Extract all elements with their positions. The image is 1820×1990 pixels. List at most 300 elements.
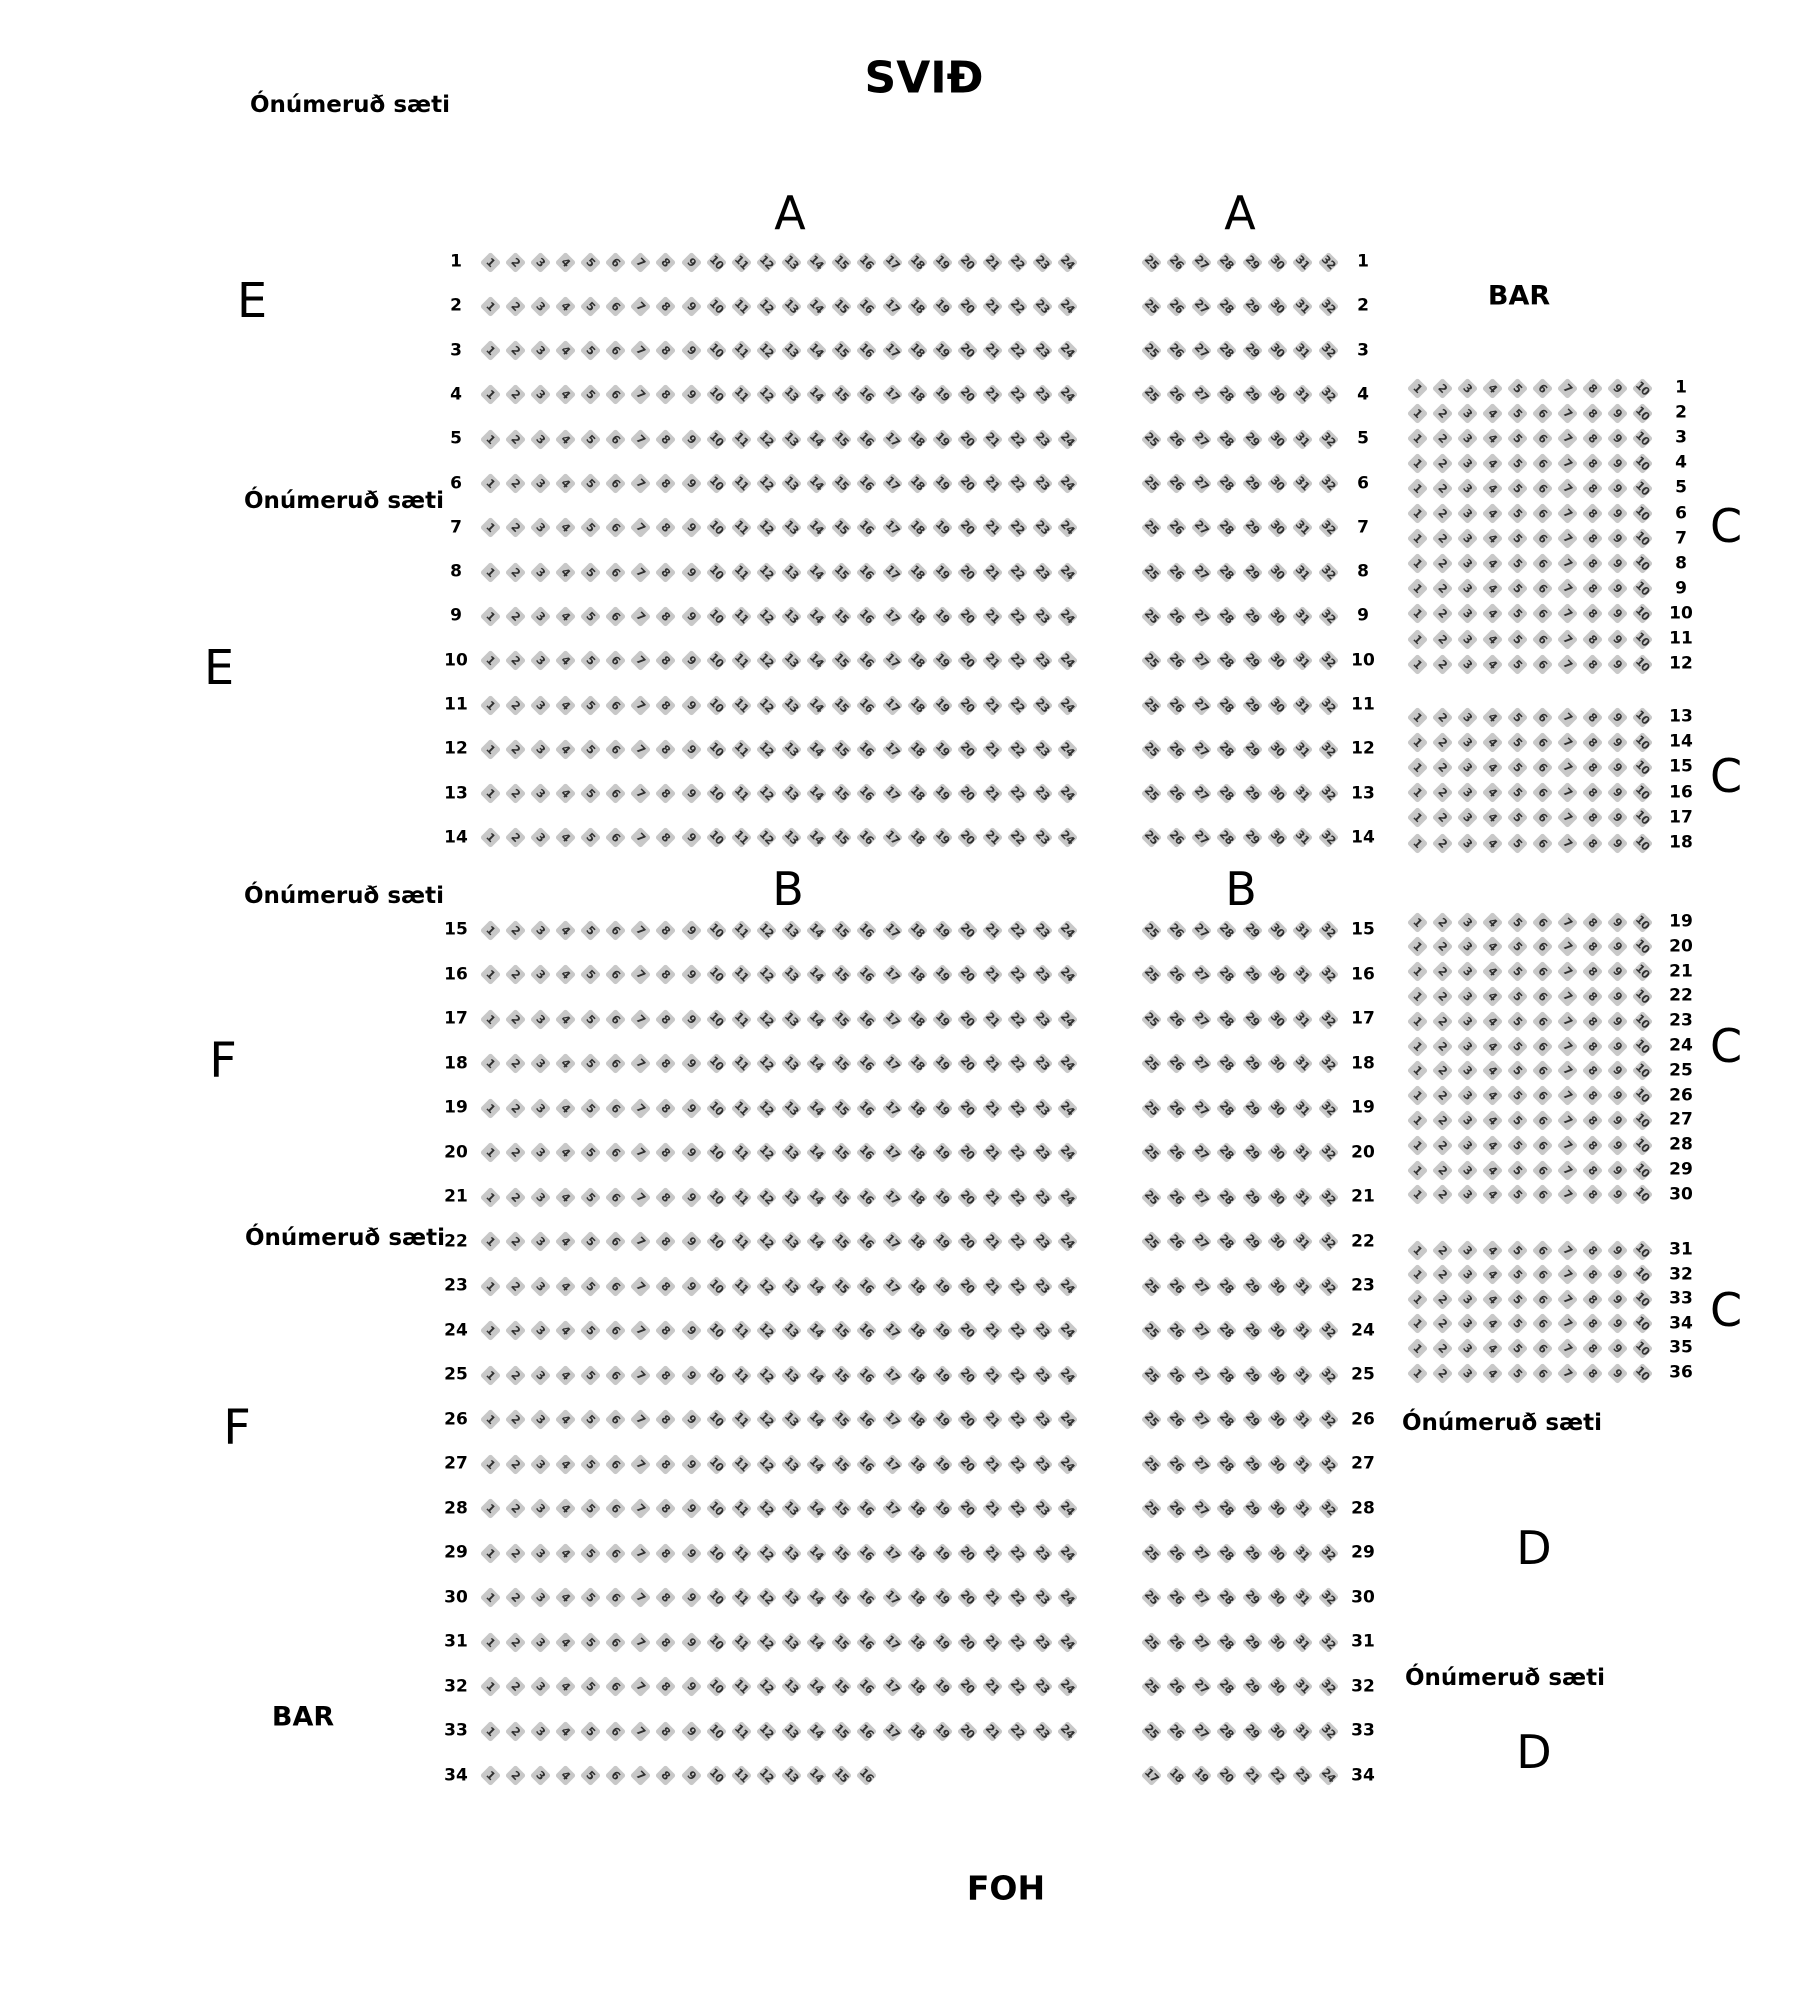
seat-B-right-row17-num31[interactable]: 31 [1293, 1009, 1313, 1029]
seat-C4-row35-num6[interactable]: 6 [1532, 1338, 1553, 1359]
seat-C4-row36-num1[interactable]: 1 [1406, 1362, 1427, 1383]
seat-B-left-row19-num13[interactable]: 13 [781, 1098, 802, 1118]
seat-B-left-row34-num10[interactable]: 10 [706, 1765, 726, 1786]
seat-C1-row3-num4[interactable]: 4 [1482, 428, 1503, 449]
seat-B-left-row27-num5[interactable]: 5 [580, 1453, 601, 1474]
seat-C3-row26-num9[interactable]: 9 [1607, 1085, 1628, 1106]
seat-B-left-row22-num9[interactable]: 9 [680, 1231, 701, 1252]
seat-B-left-row26-num7[interactable]: 7 [630, 1409, 651, 1430]
seat-C1-row6-num6[interactable]: 6 [1532, 503, 1553, 524]
seat-B-left-row15-num8[interactable]: 8 [655, 919, 676, 940]
seat-B-left-row34-num15[interactable]: 15 [832, 1765, 852, 1786]
seat-B-left-row31-num14[interactable]: 14 [807, 1632, 827, 1652]
seat-A-left-row7-num24[interactable]: 24 [1058, 518, 1078, 538]
seat-A-left-row11-num24[interactable]: 24 [1058, 695, 1078, 715]
seat-B-left-row33-num13[interactable]: 13 [781, 1721, 802, 1741]
seat-B-left-row32-num3[interactable]: 3 [530, 1676, 551, 1697]
seat-A-left-row1-num5[interactable]: 5 [580, 251, 601, 272]
seat-C1-row11-num6[interactable]: 6 [1532, 628, 1553, 649]
seat-C1-row7-num10[interactable]: 10 [1633, 528, 1653, 549]
seat-A-right-row4-num26[interactable]: 26 [1166, 385, 1186, 405]
seat-B-left-row25-num15[interactable]: 15 [832, 1365, 852, 1385]
seat-C1-row9-num4[interactable]: 4 [1482, 578, 1503, 599]
seat-B-left-row34-num2[interactable]: 2 [505, 1765, 526, 1786]
seat-B-left-row32-num6[interactable]: 6 [605, 1676, 626, 1697]
seat-A-left-row9-num10[interactable]: 10 [706, 606, 726, 627]
seat-C3-row22-num8[interactable]: 8 [1582, 986, 1603, 1007]
seat-C1-row5-num4[interactable]: 4 [1482, 478, 1503, 499]
seat-C3-row24-num2[interactable]: 2 [1431, 1035, 1452, 1056]
seat-C1-row12-num5[interactable]: 5 [1507, 653, 1528, 674]
seat-B-left-row28-num13[interactable]: 13 [781, 1498, 802, 1519]
seat-B-left-row19-num5[interactable]: 5 [580, 1097, 601, 1118]
seat-B-left-row20-num13[interactable]: 13 [781, 1142, 802, 1163]
seat-C2-row17-num2[interactable]: 2 [1431, 807, 1452, 828]
seat-C3-row25-num7[interactable]: 7 [1557, 1060, 1578, 1081]
seat-A-left-row13-num2[interactable]: 2 [505, 783, 526, 804]
seat-C2-row18-num10[interactable]: 10 [1633, 833, 1653, 853]
seat-B-right-row34-num20[interactable]: 20 [1217, 1765, 1237, 1786]
seat-A-left-row5-num24[interactable]: 24 [1058, 429, 1078, 449]
seat-A-left-row4-num18[interactable]: 18 [907, 385, 927, 405]
seat-A-left-row5-num11[interactable]: 11 [731, 429, 751, 449]
seat-B-left-row34-num6[interactable]: 6 [605, 1765, 626, 1786]
seat-B-left-row27-num22[interactable]: 22 [1008, 1454, 1028, 1474]
seat-A-left-row3-num18[interactable]: 18 [907, 340, 927, 361]
seat-A-left-row12-num22[interactable]: 22 [1008, 739, 1028, 759]
seat-A-left-row14-num4[interactable]: 4 [555, 827, 576, 848]
seat-B-left-row16-num10[interactable]: 10 [706, 964, 726, 985]
seat-C1-row12-num10[interactable]: 10 [1633, 654, 1653, 674]
seat-B-left-row26-num24[interactable]: 24 [1058, 1409, 1078, 1430]
seat-B-left-row24-num16[interactable]: 16 [857, 1320, 877, 1341]
seat-B-right-row24-num25[interactable]: 25 [1141, 1320, 1161, 1341]
seat-B-left-row30-num4[interactable]: 4 [555, 1587, 576, 1608]
seat-B-left-row18-num19[interactable]: 19 [932, 1053, 952, 1074]
seat-B-right-row31-num29[interactable]: 29 [1242, 1632, 1262, 1652]
seat-C1-row1-num4[interactable]: 4 [1482, 377, 1503, 398]
seat-B-left-row28-num18[interactable]: 18 [907, 1498, 927, 1519]
seat-C1-row6-num3[interactable]: 3 [1457, 503, 1478, 524]
seat-B-right-row21-num32[interactable]: 32 [1318, 1187, 1338, 1207]
seat-A-right-row1-num29[interactable]: 29 [1242, 252, 1262, 272]
seat-B-left-row20-num3[interactable]: 3 [530, 1142, 551, 1163]
seat-A-left-row3-num14[interactable]: 14 [807, 340, 827, 361]
seat-A-left-row2-num19[interactable]: 19 [932, 296, 952, 316]
seat-B-left-row16-num11[interactable]: 11 [731, 964, 751, 985]
seat-A-left-row13-num22[interactable]: 22 [1008, 783, 1028, 804]
seat-C4-row32-num8[interactable]: 8 [1582, 1264, 1603, 1285]
seat-C2-row16-num2[interactable]: 2 [1431, 782, 1452, 803]
seat-A-left-row14-num7[interactable]: 7 [630, 827, 651, 848]
seat-B-left-row20-num18[interactable]: 18 [907, 1142, 927, 1163]
seat-A-right-row6-num31[interactable]: 31 [1293, 473, 1313, 494]
seat-C3-row27-num5[interactable]: 5 [1507, 1110, 1528, 1131]
seat-A-left-row3-num15[interactable]: 15 [832, 340, 852, 361]
seat-A-right-row5-num27[interactable]: 27 [1191, 429, 1212, 449]
seat-A-left-row6-num9[interactable]: 9 [680, 473, 701, 494]
seat-A-left-row8-num13[interactable]: 13 [781, 562, 802, 582]
seat-A-left-row11-num21[interactable]: 21 [982, 695, 1003, 715]
seat-C1-row10-num3[interactable]: 3 [1457, 603, 1478, 624]
seat-C1-row3-num2[interactable]: 2 [1431, 428, 1452, 449]
seat-C4-row31-num4[interactable]: 4 [1482, 1239, 1503, 1260]
seat-C2-row13-num5[interactable]: 5 [1507, 706, 1528, 727]
seat-A-right-row14-num26[interactable]: 26 [1166, 828, 1186, 848]
seat-B-right-row17-num25[interactable]: 25 [1141, 1009, 1161, 1029]
seat-A-left-row10-num14[interactable]: 14 [807, 651, 827, 671]
seat-B-left-row34-num3[interactable]: 3 [530, 1765, 551, 1786]
seat-B-left-row20-num23[interactable]: 23 [1033, 1142, 1053, 1163]
seat-C3-row25-num8[interactable]: 8 [1582, 1060, 1603, 1081]
seat-B-left-row22-num16[interactable]: 16 [857, 1231, 877, 1252]
seat-A-left-row13-num8[interactable]: 8 [655, 783, 676, 804]
seat-C1-row11-num9[interactable]: 9 [1607, 628, 1628, 649]
seat-A-left-row3-num11[interactable]: 11 [731, 340, 751, 361]
seat-C4-row36-num3[interactable]: 3 [1457, 1362, 1478, 1383]
seat-B-right-row22-num31[interactable]: 31 [1293, 1231, 1313, 1252]
seat-B-left-row17-num23[interactable]: 23 [1033, 1009, 1053, 1029]
seat-C3-row19-num7[interactable]: 7 [1557, 911, 1578, 932]
seat-A-right-row3-num30[interactable]: 30 [1267, 340, 1288, 361]
seat-B-left-row21-num3[interactable]: 3 [530, 1186, 551, 1207]
seat-B-right-row25-num27[interactable]: 27 [1191, 1365, 1212, 1385]
seat-B-left-row17-num6[interactable]: 6 [605, 1008, 626, 1029]
seat-B-right-row19-num31[interactable]: 31 [1293, 1098, 1313, 1118]
seat-A-right-row5-num26[interactable]: 26 [1166, 429, 1186, 449]
seat-A-left-row9-num18[interactable]: 18 [907, 606, 927, 627]
seat-A-left-row4-num24[interactable]: 24 [1058, 385, 1078, 405]
seat-A-left-row12-num14[interactable]: 14 [807, 739, 827, 759]
seat-B-right-row28-num28[interactable]: 28 [1217, 1498, 1237, 1519]
seat-C1-row11-num3[interactable]: 3 [1457, 628, 1478, 649]
seat-A-left-row1-num1[interactable]: 1 [479, 251, 500, 272]
seat-A-left-row10-num24[interactable]: 24 [1058, 651, 1078, 671]
seat-B-left-row17-num7[interactable]: 7 [630, 1008, 651, 1029]
seat-A-left-row10-num4[interactable]: 4 [555, 650, 576, 671]
seat-B-left-row18-num22[interactable]: 22 [1008, 1053, 1028, 1074]
seat-A-left-row11-num17[interactable]: 17 [882, 695, 902, 715]
seat-B-left-row15-num16[interactable]: 16 [857, 920, 877, 940]
seat-A-left-row1-num4[interactable]: 4 [555, 251, 576, 272]
seat-B-left-row20-num10[interactable]: 10 [706, 1142, 726, 1163]
seat-A-left-row14-num9[interactable]: 9 [680, 827, 701, 848]
seat-C4-row33-num6[interactable]: 6 [1532, 1289, 1553, 1310]
seat-A-left-row10-num19[interactable]: 19 [932, 651, 952, 671]
seat-B-left-row16-num13[interactable]: 13 [781, 964, 802, 985]
seat-C2-row17-num10[interactable]: 10 [1633, 808, 1653, 828]
seat-B-left-row23-num4[interactable]: 4 [555, 1275, 576, 1296]
seat-B-left-row24-num11[interactable]: 11 [731, 1320, 751, 1341]
seat-B-left-row22-num10[interactable]: 10 [706, 1231, 726, 1252]
seat-C1-row12-num1[interactable]: 1 [1406, 653, 1427, 674]
seat-A-right-row9-num30[interactable]: 30 [1267, 606, 1288, 627]
seat-C3-row28-num1[interactable]: 1 [1406, 1135, 1427, 1156]
seat-C1-row8-num9[interactable]: 9 [1607, 553, 1628, 574]
seat-A-right-row6-num28[interactable]: 28 [1217, 473, 1237, 494]
seat-A-left-row8-num4[interactable]: 4 [555, 561, 576, 582]
seat-B-right-row32-num26[interactable]: 26 [1166, 1676, 1186, 1697]
seat-C1-row2-num3[interactable]: 3 [1457, 402, 1478, 423]
seat-C2-row13-num1[interactable]: 1 [1406, 706, 1427, 727]
seat-B-left-row22-num19[interactable]: 19 [932, 1231, 952, 1252]
seat-B-left-row30-num2[interactable]: 2 [505, 1587, 526, 1608]
seat-B-right-row16-num30[interactable]: 30 [1267, 964, 1288, 985]
seat-A-left-row8-num8[interactable]: 8 [655, 561, 676, 582]
seat-B-left-row25-num14[interactable]: 14 [807, 1365, 827, 1385]
seat-B-left-row22-num6[interactable]: 6 [605, 1231, 626, 1252]
seat-B-right-row25-num30[interactable]: 30 [1267, 1365, 1288, 1385]
seat-C2-row16-num8[interactable]: 8 [1582, 782, 1603, 803]
seat-B-left-row26-num1[interactable]: 1 [479, 1409, 500, 1430]
seat-B-left-row17-num10[interactable]: 10 [706, 1009, 726, 1029]
seat-A-left-row11-num23[interactable]: 23 [1033, 695, 1053, 715]
seat-C2-row15-num1[interactable]: 1 [1406, 757, 1427, 778]
seat-B-left-row31-num8[interactable]: 8 [655, 1631, 676, 1652]
seat-C2-row16-num5[interactable]: 5 [1507, 782, 1528, 803]
seat-C1-row4-num8[interactable]: 8 [1582, 453, 1603, 474]
seat-B-left-row23-num18[interactable]: 18 [907, 1276, 927, 1296]
seat-B-left-row15-num24[interactable]: 24 [1058, 920, 1078, 940]
seat-B-right-row26-num31[interactable]: 31 [1293, 1409, 1313, 1430]
seat-B-right-row20-num32[interactable]: 32 [1318, 1142, 1338, 1163]
seat-B-left-row21-num21[interactable]: 21 [982, 1187, 1003, 1207]
seat-B-left-row33-num12[interactable]: 12 [756, 1721, 777, 1741]
seat-C2-row13-num4[interactable]: 4 [1482, 706, 1503, 727]
seat-C2-row16-num6[interactable]: 6 [1532, 782, 1553, 803]
seat-B-left-row29-num22[interactable]: 22 [1008, 1543, 1028, 1563]
seat-B-left-row33-num11[interactable]: 11 [731, 1721, 751, 1741]
seat-B-right-row33-num26[interactable]: 26 [1166, 1721, 1186, 1741]
seat-A-left-row8-num11[interactable]: 11 [731, 562, 751, 582]
seat-C4-row35-num5[interactable]: 5 [1507, 1338, 1528, 1359]
seat-A-left-row14-num24[interactable]: 24 [1058, 828, 1078, 848]
seat-B-right-row28-num32[interactable]: 32 [1318, 1498, 1338, 1519]
seat-B-left-row23-num7[interactable]: 7 [630, 1275, 651, 1296]
seat-B-left-row31-num12[interactable]: 12 [756, 1632, 777, 1652]
seat-B-left-row19-num12[interactable]: 12 [756, 1098, 777, 1118]
seat-C1-row7-num8[interactable]: 8 [1582, 528, 1603, 549]
seat-B-left-row24-num4[interactable]: 4 [555, 1320, 576, 1341]
seat-C3-row28-num7[interactable]: 7 [1557, 1135, 1578, 1156]
seat-A-left-row3-num12[interactable]: 12 [756, 340, 777, 361]
seat-C2-row17-num9[interactable]: 9 [1607, 807, 1628, 828]
seat-C3-row23-num10[interactable]: 10 [1633, 1011, 1653, 1031]
seat-B-left-row29-num5[interactable]: 5 [580, 1542, 601, 1563]
seat-A-left-row6-num7[interactable]: 7 [630, 473, 651, 494]
seat-A-right-row3-num32[interactable]: 32 [1318, 340, 1338, 361]
seat-A-left-row12-num19[interactable]: 19 [932, 739, 952, 759]
seat-A-left-row7-num3[interactable]: 3 [530, 517, 551, 538]
seat-B-left-row28-num5[interactable]: 5 [580, 1498, 601, 1519]
seat-A-left-row8-num16[interactable]: 16 [857, 562, 877, 582]
seat-B-right-row24-num30[interactable]: 30 [1267, 1320, 1288, 1341]
seat-C1-row4-num9[interactable]: 9 [1607, 453, 1628, 474]
seat-A-left-row5-num15[interactable]: 15 [832, 429, 852, 449]
seat-A-right-row14-num25[interactable]: 25 [1141, 828, 1161, 848]
seat-A-left-row1-num12[interactable]: 12 [756, 252, 777, 272]
seat-C1-row9-num6[interactable]: 6 [1532, 578, 1553, 599]
seat-C4-row36-num10[interactable]: 10 [1633, 1363, 1653, 1383]
seat-B-left-row30-num9[interactable]: 9 [680, 1587, 701, 1608]
seat-A-left-row2-num7[interactable]: 7 [630, 296, 651, 317]
seat-C3-row19-num10[interactable]: 10 [1633, 912, 1653, 932]
seat-B-left-row27-num19[interactable]: 19 [932, 1454, 952, 1474]
seat-B-left-row29-num8[interactable]: 8 [655, 1542, 676, 1563]
seat-B-left-row28-num7[interactable]: 7 [630, 1498, 651, 1519]
seat-B-left-row28-num19[interactable]: 19 [932, 1498, 952, 1519]
seat-B-left-row19-num18[interactable]: 18 [907, 1098, 927, 1118]
seat-C1-row6-num10[interactable]: 10 [1633, 503, 1653, 524]
seat-B-left-row22-num11[interactable]: 11 [731, 1231, 751, 1252]
seat-C4-row32-num6[interactable]: 6 [1532, 1264, 1553, 1285]
seat-A-left-row10-num10[interactable]: 10 [706, 651, 726, 671]
seat-A-right-row5-num31[interactable]: 31 [1293, 429, 1313, 449]
seat-B-left-row31-num22[interactable]: 22 [1008, 1632, 1028, 1652]
seat-B-right-row17-num28[interactable]: 28 [1217, 1009, 1237, 1029]
seat-B-right-row26-num29[interactable]: 29 [1242, 1409, 1262, 1430]
seat-B-right-row20-num30[interactable]: 30 [1267, 1142, 1288, 1163]
seat-B-left-row23-num12[interactable]: 12 [756, 1276, 777, 1296]
seat-C3-row27-num3[interactable]: 3 [1457, 1110, 1478, 1131]
seat-C1-row9-num2[interactable]: 2 [1431, 578, 1452, 599]
seat-B-left-row18-num1[interactable]: 1 [479, 1053, 500, 1074]
seat-B-left-row20-num4[interactable]: 4 [555, 1142, 576, 1163]
seat-A-left-row2-num5[interactable]: 5 [580, 296, 601, 317]
seat-C3-row23-num2[interactable]: 2 [1431, 1011, 1452, 1032]
seat-B-right-row31-num26[interactable]: 26 [1166, 1632, 1186, 1652]
seat-C2-row18-num9[interactable]: 9 [1607, 832, 1628, 853]
seat-B-left-row21-num16[interactable]: 16 [857, 1187, 877, 1207]
seat-B-left-row23-num3[interactable]: 3 [530, 1275, 551, 1296]
seat-C3-row19-num3[interactable]: 3 [1457, 911, 1478, 932]
seat-B-left-row22-num18[interactable]: 18 [907, 1231, 927, 1252]
seat-A-left-row6-num17[interactable]: 17 [882, 473, 902, 494]
seat-C3-row27-num7[interactable]: 7 [1557, 1110, 1578, 1131]
seat-B-left-row23-num23[interactable]: 23 [1033, 1276, 1053, 1296]
seat-B-right-row28-num30[interactable]: 30 [1267, 1498, 1288, 1519]
seat-B-left-row32-num14[interactable]: 14 [807, 1676, 827, 1697]
seat-B-left-row17-num18[interactable]: 18 [907, 1009, 927, 1029]
seat-A-right-row3-num31[interactable]: 31 [1293, 340, 1313, 361]
seat-B-left-row20-num1[interactable]: 1 [479, 1142, 500, 1163]
seat-C3-row24-num8[interactable]: 8 [1582, 1035, 1603, 1056]
seat-B-left-row19-num11[interactable]: 11 [731, 1098, 751, 1118]
seat-B-right-row17-num27[interactable]: 27 [1191, 1009, 1212, 1029]
seat-A-right-row13-num30[interactable]: 30 [1267, 783, 1288, 804]
seat-A-left-row8-num19[interactable]: 19 [932, 562, 952, 582]
seat-B-left-row28-num15[interactable]: 15 [832, 1498, 852, 1519]
seat-B-left-row26-num4[interactable]: 4 [555, 1409, 576, 1430]
seat-B-left-row28-num16[interactable]: 16 [857, 1498, 877, 1519]
seat-B-left-row28-num2[interactable]: 2 [505, 1498, 526, 1519]
seat-A-left-row9-num21[interactable]: 21 [982, 606, 1003, 627]
seat-C1-row11-num1[interactable]: 1 [1406, 628, 1427, 649]
seat-A-right-row12-num26[interactable]: 26 [1166, 739, 1186, 759]
seat-B-left-row23-num17[interactable]: 17 [882, 1276, 902, 1296]
seat-C3-row22-num7[interactable]: 7 [1557, 986, 1578, 1007]
seat-C3-row22-num6[interactable]: 6 [1532, 986, 1553, 1007]
seat-C1-row2-num1[interactable]: 1 [1406, 402, 1427, 423]
seat-B-left-row15-num13[interactable]: 13 [781, 920, 802, 940]
seat-A-left-row7-num7[interactable]: 7 [630, 517, 651, 538]
seat-A-left-row8-num12[interactable]: 12 [756, 562, 777, 582]
seat-B-left-row23-num11[interactable]: 11 [731, 1276, 751, 1296]
seat-B-left-row26-num11[interactable]: 11 [731, 1409, 751, 1430]
seat-B-right-row27-num29[interactable]: 29 [1242, 1454, 1262, 1474]
seat-C3-row28-num6[interactable]: 6 [1532, 1135, 1553, 1156]
seat-C4-row34-num9[interactable]: 9 [1607, 1313, 1628, 1334]
seat-C3-row20-num1[interactable]: 1 [1406, 936, 1427, 957]
seat-B-right-row17-num30[interactable]: 30 [1267, 1009, 1288, 1029]
seat-A-left-row7-num10[interactable]: 10 [706, 518, 726, 538]
seat-A-right-row5-num32[interactable]: 32 [1318, 429, 1338, 449]
seat-B-right-row33-num30[interactable]: 30 [1267, 1721, 1288, 1741]
seat-C1-row2-num7[interactable]: 7 [1557, 402, 1578, 423]
seat-B-left-row20-num19[interactable]: 19 [932, 1142, 952, 1163]
seat-A-left-row6-num2[interactable]: 2 [505, 473, 526, 494]
seat-C3-row29-num7[interactable]: 7 [1557, 1159, 1578, 1180]
seat-B-left-row17-num24[interactable]: 24 [1058, 1009, 1078, 1029]
seat-C2-row14-num1[interactable]: 1 [1406, 732, 1427, 753]
seat-C4-row35-num8[interactable]: 8 [1582, 1338, 1603, 1359]
seat-C4-row31-num1[interactable]: 1 [1406, 1239, 1427, 1260]
seat-A-left-row1-num16[interactable]: 16 [857, 252, 877, 272]
seat-B-left-row16-num1[interactable]: 1 [479, 964, 500, 985]
seat-B-right-row17-num32[interactable]: 32 [1318, 1009, 1338, 1029]
seat-A-left-row1-num13[interactable]: 13 [781, 252, 802, 272]
seat-B-left-row26-num17[interactable]: 17 [882, 1409, 902, 1430]
seat-A-left-row6-num24[interactable]: 24 [1058, 473, 1078, 494]
seat-A-left-row10-num15[interactable]: 15 [832, 651, 852, 671]
seat-B-left-row32-num12[interactable]: 12 [756, 1676, 777, 1697]
seat-B-left-row22-num13[interactable]: 13 [781, 1231, 802, 1252]
seat-A-right-row11-num32[interactable]: 32 [1318, 695, 1338, 715]
seat-A-left-row1-num15[interactable]: 15 [832, 252, 852, 272]
seat-A-right-row8-num29[interactable]: 29 [1242, 562, 1262, 582]
seat-B-left-row26-num5[interactable]: 5 [580, 1409, 601, 1430]
seat-A-left-row3-num17[interactable]: 17 [882, 340, 902, 361]
seat-B-left-row16-num22[interactable]: 22 [1008, 964, 1028, 985]
seat-C1-row5-num2[interactable]: 2 [1431, 478, 1452, 499]
seat-B-right-row20-num31[interactable]: 31 [1293, 1142, 1313, 1163]
seat-A-right-row9-num32[interactable]: 32 [1318, 606, 1338, 627]
seat-C3-row27-num9[interactable]: 9 [1607, 1110, 1628, 1131]
seat-C1-row4-num7[interactable]: 7 [1557, 453, 1578, 474]
seat-A-right-row10-num32[interactable]: 32 [1318, 651, 1338, 671]
seat-B-left-row23-num14[interactable]: 14 [807, 1276, 827, 1296]
seat-A-left-row11-num20[interactable]: 20 [957, 695, 978, 715]
seat-C3-row26-num6[interactable]: 6 [1532, 1085, 1553, 1106]
seat-C4-row31-num9[interactable]: 9 [1607, 1239, 1628, 1260]
seat-A-left-row8-num14[interactable]: 14 [807, 562, 827, 582]
seat-C1-row2-num4[interactable]: 4 [1482, 402, 1503, 423]
seat-C4-row33-num8[interactable]: 8 [1582, 1289, 1603, 1310]
seat-B-right-row26-num27[interactable]: 27 [1191, 1409, 1212, 1430]
seat-B-left-row29-num7[interactable]: 7 [630, 1542, 651, 1563]
seat-C2-row14-num6[interactable]: 6 [1532, 732, 1553, 753]
seat-B-left-row29-num17[interactable]: 17 [882, 1543, 902, 1563]
seat-B-left-row17-num22[interactable]: 22 [1008, 1009, 1028, 1029]
seat-B-left-row17-num19[interactable]: 19 [932, 1009, 952, 1029]
seat-A-left-row14-num16[interactable]: 16 [857, 828, 877, 848]
seat-B-left-row20-num6[interactable]: 6 [605, 1142, 626, 1163]
seat-B-left-row22-num2[interactable]: 2 [505, 1231, 526, 1252]
seat-A-left-row11-num14[interactable]: 14 [807, 695, 827, 715]
seat-B-right-row16-num32[interactable]: 32 [1318, 964, 1338, 985]
seat-B-left-row22-num1[interactable]: 1 [479, 1231, 500, 1252]
seat-C3-row30-num7[interactable]: 7 [1557, 1184, 1578, 1205]
